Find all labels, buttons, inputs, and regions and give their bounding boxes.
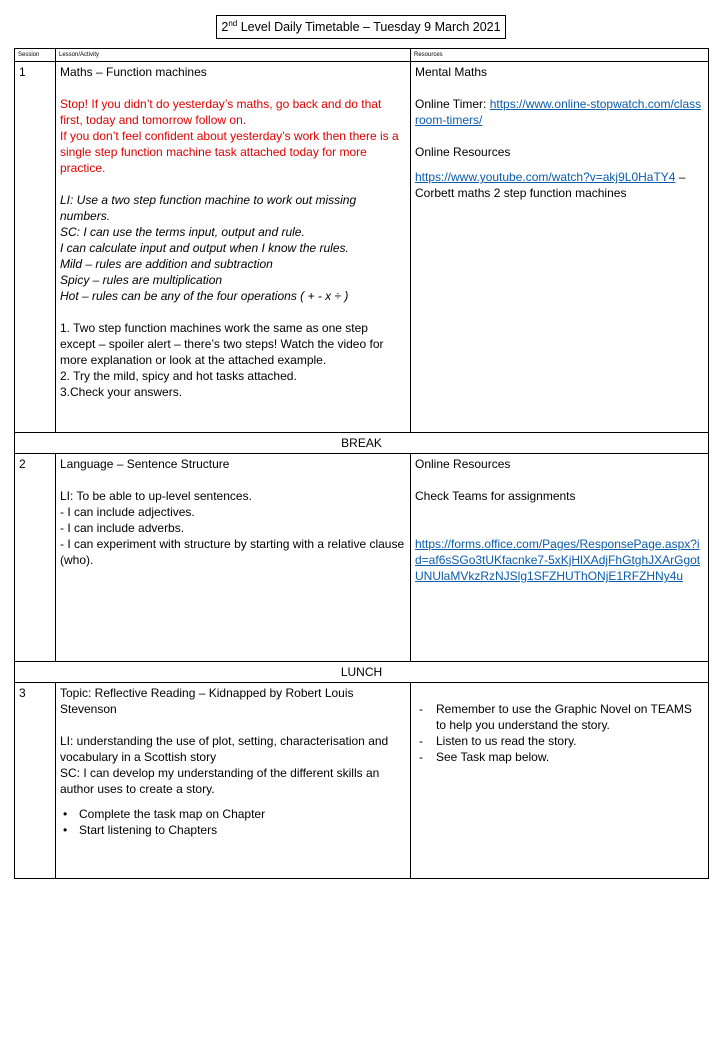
level-spicy: Spicy – rules are multiplication (60, 273, 223, 287)
timer-link[interactable]: https://www.online-stopwatch.com/classroom-timers/ (415, 97, 702, 127)
session-row-2 (15, 454, 709, 662)
success-criteria: SC: I can use the terms input, output and rule. (60, 225, 305, 239)
header-lesson: Lesson/Activity (56, 49, 411, 62)
header-session: Session (15, 49, 56, 62)
resource-video: https://www.youtube.com/watch?v=akj9L0HaTY4 – Corbett maths 2 step function machines (415, 170, 686, 200)
list-item: • Start listening to Chapters (60, 822, 406, 838)
success-criteria: SC: I can develop my understanding of the different skills an author uses to create a story. (60, 766, 380, 796)
break-label: BREAK (15, 433, 709, 454)
level-hot: Hot – rules can be any of the four operations ( + - x ÷ ) (60, 289, 349, 303)
warning-text: Stop! If you didn’t do yesterday’s maths, go back and do that first, today and tomorrow follow on. (60, 97, 382, 127)
session-number: 1 (15, 62, 56, 433)
break-row (15, 433, 709, 454)
success-criteria: - I can experiment with structure by starting with a relative clause (who). (60, 537, 405, 567)
session-number: 3 (15, 683, 56, 879)
learning-intention: LI: To be able to up-level sentences. (60, 489, 252, 503)
learning-intention: LI: Use a two step function machine to work out missing numbers. (60, 193, 357, 223)
step-text: 1. Two step function machines work the same as one step except – spoiler alert – there’s two steps! Watch the video for more explanation or look at the attached example. (60, 321, 384, 367)
video-link[interactable]: https://www.youtube.com/watch?v=akj9L0HaTY4 (415, 170, 676, 184)
lesson-cell (56, 454, 411, 662)
resource-online: Online Resources (415, 145, 511, 159)
lesson-title: Language – Sentence Structure (60, 457, 230, 471)
resource-online: Online Resources (415, 457, 511, 471)
list-item: • Complete the task map on Chapter (60, 806, 406, 822)
list-item: - Remember to use the Graphic Novel on TEAMS to help you understand the story. (415, 701, 704, 733)
task-list (60, 806, 406, 838)
session-row-1 (15, 62, 709, 433)
learning-intention: LI: understanding the use of plot, setting, characterisation and vocabulary in a Scottish story (60, 734, 389, 764)
page-title: 2nd Level Daily Timetable – Tuesday 9 March 2021 (216, 15, 506, 39)
header-resources: Resources (411, 49, 709, 62)
level-mild: Mild – rules are addition and subtraction (60, 257, 273, 271)
resources-cell (411, 62, 709, 433)
success-criteria: I can calculate input and output when I know the rules. (60, 241, 349, 255)
lunch-row (15, 662, 709, 683)
resource-teams: Check Teams for assignments (415, 489, 576, 503)
lesson-title: Topic: Reflective Reading – Kidnapped by Robert Louis Stevenson (60, 686, 354, 716)
lesson-cell (56, 683, 411, 879)
step-text: 2. Try the mild, spicy and hot tasks attached. (60, 369, 297, 383)
forms-link[interactable]: https://forms.office.com/Pages/ResponsePage.aspx?id=af6sSGo3tUKfacnke7-5xKjHlXAdjFhGtghJXArGgotUNUlaMVkzRzNJSlg1SFZHUThONjE1RFZHNy4u (415, 537, 701, 583)
table-header-row (15, 49, 709, 62)
session-row-3 (15, 683, 709, 879)
lesson-cell (56, 62, 411, 433)
resource-timer: Online Timer: https://www.online-stopwatch.com/classroom-timers/ (415, 97, 702, 127)
lesson-title: Maths – Function machines (60, 65, 207, 79)
warning-text: If you don’t feel confident about yesterday’s work then there is a single step function machine task attached today for more practice. (60, 129, 399, 175)
success-criteria: - I can include adverbs. (60, 521, 185, 535)
list-item: - Listen to us read the story. (415, 733, 704, 749)
step-text: 3.Check your answers. (60, 385, 183, 399)
timetable (14, 48, 709, 879)
resource-list (415, 701, 704, 765)
session-number: 2 (15, 454, 56, 662)
list-item: - See Task map below. (415, 749, 704, 765)
success-criteria: - I can include adjectives. (60, 505, 195, 519)
resources-cell (411, 683, 709, 879)
lunch-label: LUNCH (15, 662, 709, 683)
resources-cell (411, 454, 709, 662)
resource-mental-maths: Mental Maths (415, 65, 488, 79)
